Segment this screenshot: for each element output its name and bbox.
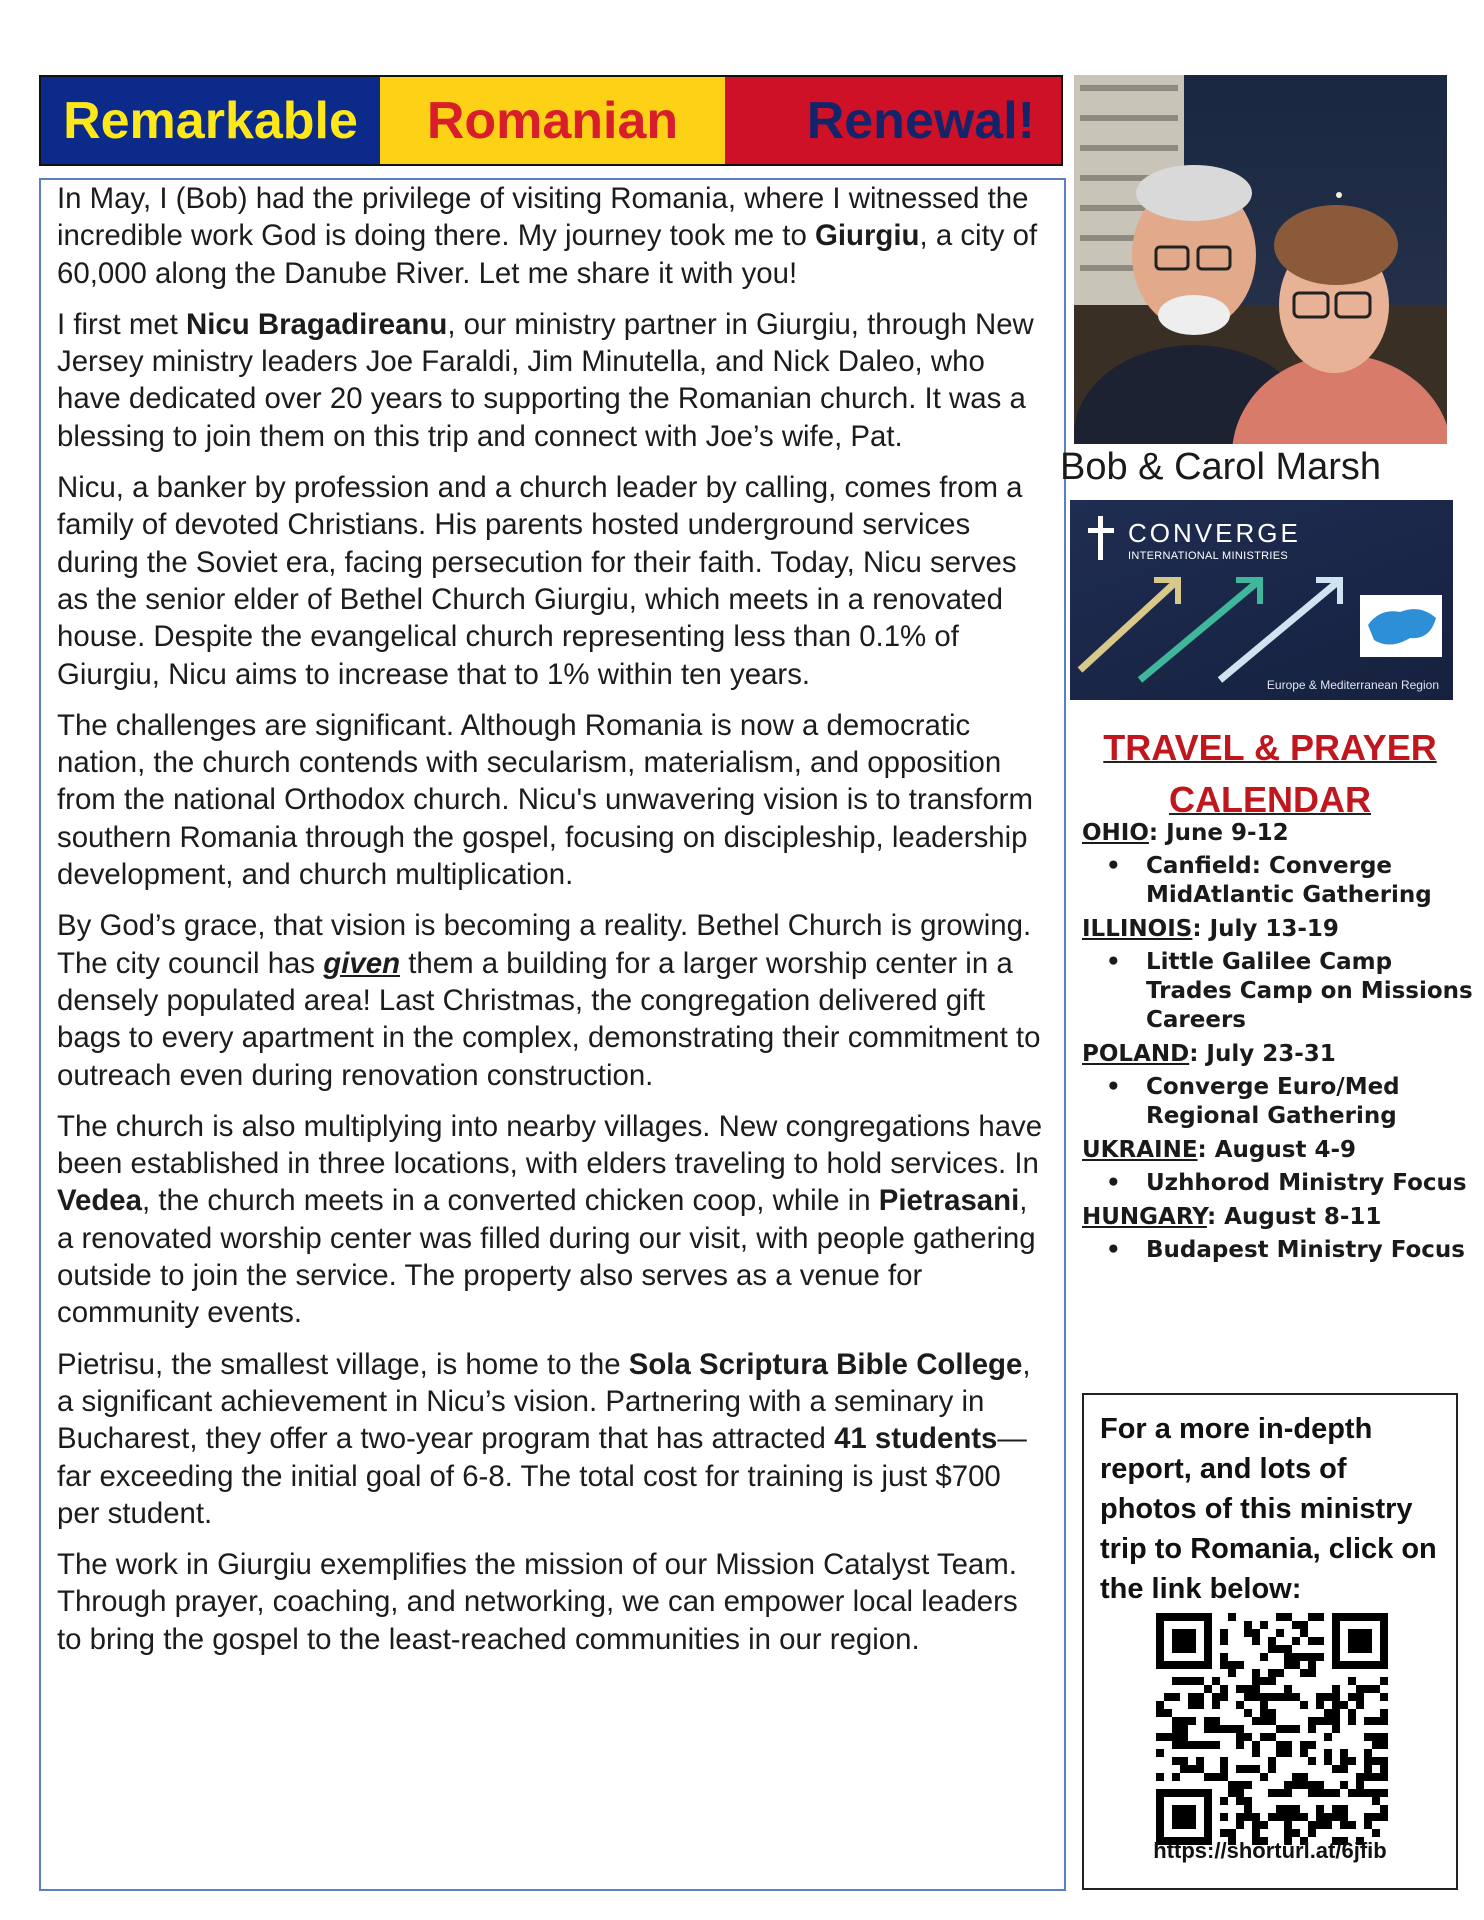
calendar-item (1106, 1073, 1477, 1131)
item-text: Budapest Ministry Focus (1146, 1237, 1465, 1263)
region-name: OHIO (1082, 820, 1149, 846)
text: , a renovated worship center was filled during our visit, with people gathering outside to join the service. The property also serves as a venue for community events. (57, 1184, 1036, 1330)
text: , a significant achievement in Nicu’s vision. Partnering with a seminary in Bucharest, they offer a two-year program that has attracted (57, 1347, 1031, 1456)
calendar-entry-hungary (1082, 1202, 1477, 1232)
paragraph-6 (57, 1108, 1048, 1332)
bold-nicu: Nicu Bragadireanu (186, 307, 448, 341)
calendar-title-line-2: CALENDAR (1169, 779, 1371, 820)
text: The church is also multiplying into nearby villages. New congregations have been established in three locations, with elders traveling to hold services. In (57, 1109, 1043, 1181)
couple-photo-illustration (1074, 75, 1447, 444)
text: them a building for a larger worship center in a densely populated area! Last Christmas, the congregation delivered gift bags to every apartment in the complex, demonstrating their commitment to outreach even during renovation construction. (57, 946, 1041, 1092)
title-banner (39, 75, 1063, 166)
region-name: ILLINOIS (1082, 916, 1193, 942)
calendar-items (1082, 1236, 1477, 1265)
text: I first met (57, 307, 187, 341)
calendar-item (1106, 1236, 1477, 1265)
calendar-entry-illinois (1082, 914, 1477, 944)
calendar-items (1082, 1169, 1477, 1198)
bold-vedea: Vedea (57, 1184, 142, 1218)
bullet-icon: • (1106, 949, 1121, 975)
travel-calendar (1082, 818, 1477, 1269)
report-link-url[interactable]: https://shorturl.at/6jfib (1153, 1838, 1387, 1863)
text: , a city of 60,000 along the Danube River. Let me share it with you! (57, 219, 1038, 290)
calendar-entry-ukraine (1082, 1135, 1477, 1165)
region-name: UKRAINE (1082, 1137, 1198, 1163)
item-text: Little Galilee Camp Trades Camp on Missions Careers (1146, 949, 1473, 1033)
region-name: HUNGARY (1082, 1204, 1207, 1230)
region-name: POLAND (1082, 1041, 1190, 1067)
paragraph-1 (57, 180, 1048, 292)
title-word-remarkable: Remarkable (41, 77, 380, 164)
calendar-items (1082, 1073, 1477, 1131)
converge-logo-panel (1070, 500, 1453, 700)
article-body (39, 178, 1066, 1891)
bold-giurgiu: Giurgiu (815, 219, 920, 253)
item-text: Canfield: Converge MidAtlantic Gathering (1146, 853, 1432, 908)
qr-code-icon[interactable] (1156, 1613, 1388, 1845)
title-word-renewal: Renewal! (725, 77, 1061, 164)
bullet-icon: • (1106, 1074, 1121, 1100)
calendar-items (1082, 852, 1477, 910)
text: Pietrisu, the smallest village, is home to the (57, 1347, 629, 1381)
text: , the church meets in a converted chicken coop, while in (141, 1184, 879, 1218)
paragraph-5 (57, 907, 1048, 1093)
report-link-box (1082, 1393, 1458, 1890)
report-link-message: For a more in-depth report, and lots of photos of this ministry trip to Romania, click on the link below: (1100, 1413, 1437, 1605)
calendar-title (1070, 722, 1470, 826)
converge-region: Europe & Mediterranean Region (1266, 678, 1439, 692)
paragraph-7 (57, 1346, 1048, 1532)
text: In May, I (Bob) had the privilege of visiting Romania, where I witnessed the incredible work God is doing there. My journey took me to (57, 182, 1029, 253)
region-dates: : August 8-11 (1206, 1204, 1382, 1230)
paragraph-2 (57, 306, 1048, 455)
region-dates: : July 13-19 (1192, 916, 1339, 942)
item-text: Converge Euro/Med Regional Gathering (1146, 1074, 1400, 1129)
text: —far exceeding the initial goal of 6-8. The total cost for training is just $700 per student. (57, 1422, 1027, 1530)
converge-brand: CONVERGE (1128, 518, 1301, 548)
region-dates: : June 9-12 (1148, 820, 1289, 846)
title-word-romanian: Romanian (380, 77, 725, 164)
calendar-entry-poland (1082, 1039, 1477, 1069)
calendar-item (1106, 1169, 1477, 1198)
calendar-items (1082, 948, 1477, 1035)
paragraph-4: The challenges are significant. Although Romania is now a democratic nation, the church contends with secularism, materialism, and opposition from the national Orthodox church. Nicu's unwavering vision is to transform southern Romania through the gospel, focusing on discipleship, leadership development, and church multiplication. (57, 708, 1033, 892)
couple-photo (1074, 75, 1447, 444)
calendar-item (1106, 948, 1477, 1035)
bullet-icon: • (1106, 1237, 1121, 1263)
emphasis-given: given (323, 946, 401, 980)
converge-subtitle: INTERNATIONAL MINISTRIES (1128, 550, 1288, 562)
text: , our ministry partner in Giurgiu, through New Jersey ministry leaders Joe Faraldi, Jim Minutella, and Nick Daleo, who have dedicated over 20 years to supporting the Romanian church. It was a blessing to join them on this trip and connect with Joe’s wife, Pat. (57, 307, 1034, 453)
bullet-icon: • (1106, 853, 1121, 879)
region-dates: : August 4-9 (1197, 1137, 1356, 1163)
photo-caption: Bob & Carol Marsh (1060, 446, 1382, 488)
calendar-title-line-1: TRAVEL & PRAYER (1103, 727, 1437, 768)
calendar-item (1106, 852, 1477, 910)
converge-arrows-graphic (1070, 500, 1453, 700)
text: By God’s grace, that vision is becoming a reality. Bethel Church is growing. The city council has (57, 909, 1032, 980)
bullet-icon: • (1106, 1170, 1121, 1196)
bold-students: 41 students (834, 1422, 998, 1456)
calendar-entry-ohio (1082, 818, 1477, 848)
paragraph-3: Nicu, a banker by profession and a church leader by calling, comes from a family of devoted Christians. His parents hosted underground services during the Soviet era, facing persecution for their faith. Today, Nicu serves as the senior elder of Bethel Church Giurgiu, which meets in a renovated house. Despite the evangelical church representing less than 0.1% of Giurgiu, Nicu aims to increase that to 1% within ten years. (57, 471, 1023, 691)
region-dates: : July 23-31 (1189, 1041, 1336, 1067)
bold-college: Sola Scriptura Bible College (628, 1347, 1023, 1381)
bold-pietrasani: Pietrasani (878, 1184, 1020, 1218)
item-text: Uzhhorod Ministry Focus (1146, 1170, 1467, 1196)
paragraph-8: The work in Giurgiu exemplifies the mission of our Mission Catalyst Team. Through prayer, coaching, and networking, we can empower local leaders to bring the gospel to the least-reached communities in our region. (57, 1548, 1018, 1656)
